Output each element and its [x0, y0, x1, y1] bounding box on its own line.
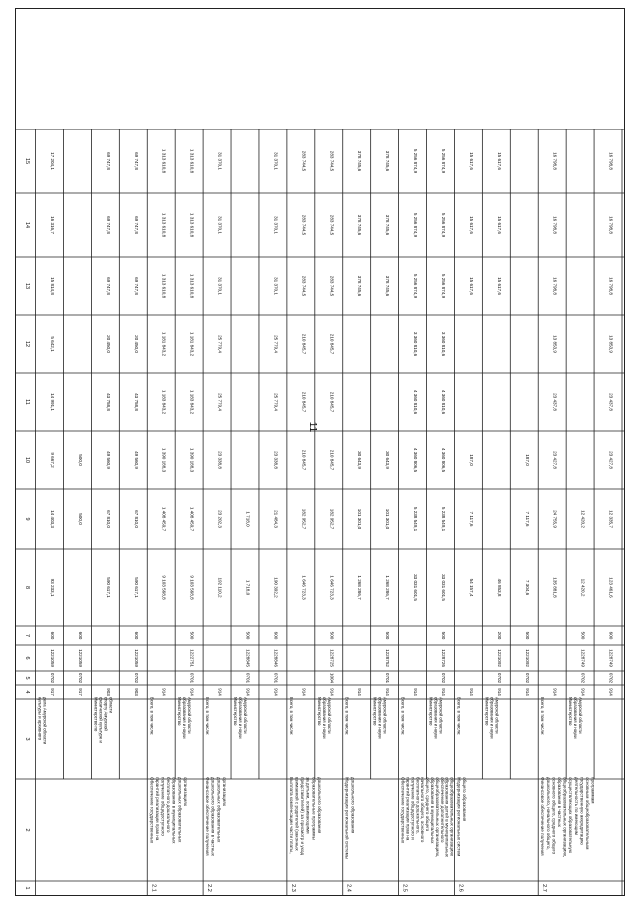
amount-year-7: 15 617,6 [496, 216, 502, 234]
amount-year-5: 20 450,0 [133, 335, 139, 353]
amount-year-7: 16 798,8 [608, 216, 614, 234]
amount-year-8: 16 798,8 [552, 152, 558, 170]
measure-name-line: Обеспечение государственных [149, 777, 155, 844]
grbs-code: 914 [385, 688, 391, 696]
csr-code: 1221059 [77, 649, 83, 667]
amount-year-4: 23 437,8 [608, 393, 614, 411]
amount-year-3: 210 845,7 [329, 449, 335, 471]
measure-name-line: основного общего, среднего общего [551, 777, 557, 855]
budget-table [15, 8, 625, 896]
measure-name-line: программам [590, 777, 596, 804]
measure-name-line: образования в частных [557, 777, 563, 827]
column-number-6: 6 [23, 656, 30, 660]
vr-code: 500 [329, 631, 335, 640]
amount-year-1: 9 103 568,8 [189, 575, 195, 600]
column-number-14: 14 [23, 221, 30, 229]
amount-year-1: 9 103 568,8 [161, 575, 167, 600]
vr-code: 600 [77, 631, 83, 640]
row-number: 2.3 [289, 884, 296, 892]
amount-year-8: 5 256 874,9 [413, 148, 419, 174]
amount-year-5: 1 181 843,2 [161, 331, 167, 357]
amount-year-8: 17 204,1 [50, 152, 56, 170]
column-number-4: 4 [23, 690, 30, 694]
rz-code: 0702 [440, 672, 446, 684]
vr-code: 500 [385, 631, 391, 640]
csr-code: 1228725 [329, 649, 335, 667]
amount-year-3: 30 643,9 [357, 451, 363, 469]
amount-year-7: 283 744,5 [301, 214, 307, 236]
executor-line: образования и науки [238, 697, 244, 739]
grbs-code: 914 [496, 688, 502, 696]
amount-year-3: 1 390 188,3 [161, 447, 167, 473]
grbs-code: 914 [413, 688, 419, 696]
measure-name-line: образования в муниципальных [429, 777, 435, 844]
csr-code: 1228846 [273, 649, 279, 667]
measure-name-line: государственную аккредитацию [579, 777, 585, 845]
amount-year-8: 378 745,6 [357, 150, 363, 172]
measure-name-line: Финансовое обеспечение получения [540, 777, 546, 856]
executor-line: Министерство [484, 697, 490, 726]
amount-year-7: 69 747,8 [133, 216, 139, 234]
amount-year-1: 1 718,0 [245, 579, 251, 596]
row-number: 2.2 [206, 884, 213, 892]
measure-name-line: Модернизация региональной системы [344, 777, 350, 860]
amount-year-7: 31 370,1 [217, 216, 223, 234]
amount-year-1: 93 233,1 [50, 578, 56, 597]
measure-name-line: бесплатного дошкольного [166, 777, 172, 833]
csr-code: 1221092 [496, 649, 502, 667]
executor-line: культуры и архивного [37, 697, 43, 740]
rz-code: 0702 [524, 672, 530, 684]
executor-line: дела Амурской области [42, 697, 48, 745]
grbs-code: 914 [189, 688, 195, 696]
amount-year-7: 16 798,8 [552, 216, 558, 234]
amount-year-2: 500,0 [77, 513, 83, 525]
executor-line: Министерство [372, 697, 378, 726]
amount-year-3: 49 560,9 [133, 451, 139, 469]
amount-year-1: 7 304,6 [524, 579, 530, 596]
amount-year-6: 1 313 610,8 [189, 273, 195, 299]
amount-year-3: 49 560,9 [105, 451, 111, 469]
column-number-5: 5 [23, 676, 30, 680]
rz-code: 0702 [496, 672, 502, 684]
amount-year-4: 1 183 843,2 [189, 389, 195, 415]
measure-name-line: за детьми, осваивающими [305, 777, 311, 834]
amount-year-4: 1 183 843,2 [161, 389, 167, 415]
amount-year-8: 5 256 874,9 [440, 148, 446, 174]
executor-line: Всего, в том числе: [344, 697, 350, 736]
amount-year-4: 4 360 810,6 [413, 389, 419, 415]
rz-code: 0701 [189, 672, 195, 684]
grbs-code: 917 [77, 688, 83, 696]
vr-code: 600 [608, 631, 614, 640]
executor-line: Всего, в том числе: [288, 697, 294, 736]
measure-name-line: дошкольного образования [316, 777, 322, 834]
grbs-code: 914 [357, 688, 363, 696]
executor-line: Амурской области [243, 697, 249, 734]
amount-year-6: 283 744,5 [329, 275, 335, 297]
column-number-7: 7 [23, 633, 30, 638]
grbs-code: 914 [440, 688, 446, 696]
amount-year-5: 5 642,1 [50, 336, 56, 352]
amount-year-4: 210 845,7 [301, 391, 307, 413]
amount-year-3: 4 360 806,5 [440, 447, 446, 473]
amount-year-2: 14 403,3 [50, 510, 56, 528]
vr-code: 500 [524, 631, 530, 640]
amount-year-7: 69 747,8 [105, 216, 111, 234]
amount-year-1: 1 646 723,3 [301, 575, 307, 600]
executor-line: Министерство [428, 697, 434, 726]
amount-year-8: 31 370,1 [273, 152, 279, 170]
executor-line: Амурской области [494, 697, 500, 734]
amount-year-3: 23 338,8 [273, 451, 279, 469]
measure-name-line: дошкольных образовательных [177, 777, 183, 843]
grbs-code: 914 [580, 688, 586, 696]
amount-year-1: 123 461,6 [608, 577, 614, 598]
amount-year-2: 7 117,6 [468, 511, 474, 527]
amount-year-6: 283 744,5 [301, 275, 307, 297]
amount-year-5: 13 853,9 [552, 335, 558, 353]
amount-year-1: 46 853,8 [496, 578, 502, 597]
executor-line: образования и науки [573, 697, 579, 739]
measure-name-line: дошкольного образования в частных [210, 777, 216, 856]
amount-year-3: 187,0 [468, 454, 474, 466]
amount-year-4: 43 758,8 [133, 393, 139, 411]
amount-year-1: 33 031 601,5 [440, 574, 446, 601]
amount-year-5: 25 779,4 [217, 335, 223, 353]
executor-line: Министерство [177, 697, 183, 726]
executor-line: спорту Амурской [103, 697, 109, 731]
amount-year-7: 15 617,6 [468, 216, 474, 234]
vr-code: 500 [245, 631, 251, 640]
row-number: 2.7 [541, 884, 548, 892]
amount-year-8: 16 798,8 [608, 152, 614, 170]
amount-year-4: 25 779,4 [217, 393, 223, 411]
csr-code: 1221059 [50, 649, 56, 667]
amount-year-3: 23 427,8 [552, 451, 558, 469]
amount-year-8: 69 747,8 [133, 152, 139, 170]
vr-code: 500 [580, 631, 586, 640]
csr-code: 1228749 [608, 649, 614, 667]
amount-year-2: 24 755,9 [552, 510, 558, 528]
measure-name-line: представителей) за присмотр и уход [300, 777, 306, 856]
amount-year-1: 12 420,2 [580, 578, 586, 597]
executor-line: образования и науки [433, 697, 439, 739]
column-number-12: 12 [23, 340, 30, 348]
measure-name-line: общеобразовательных организациях, [562, 777, 568, 858]
amount-year-2: 182 952,7 [329, 508, 335, 530]
vr-code: 600 [50, 631, 56, 640]
measure-name-line: дошкольного образования [350, 777, 356, 834]
executor-line: образования и науки [182, 697, 188, 739]
grbs-code: 914 [273, 688, 279, 696]
measure-name-line: образования в муниципальных [171, 777, 177, 844]
amount-year-4: 43 758,8 [105, 393, 111, 411]
amount-year-1: 192 110,2 [217, 577, 223, 598]
amount-year-5: 210 845,7 [329, 333, 335, 355]
amount-year-2: 7 117,6 [524, 511, 530, 527]
amount-year-2: 1 408 459,7 [189, 506, 195, 532]
executor-line: Всего, в том числе: [540, 697, 546, 736]
grbs-code: 903 [133, 688, 139, 696]
vr-code: 600 [273, 631, 279, 640]
column-number-8: 8 [23, 585, 30, 590]
amount-year-2: 5 238 549,1 [440, 506, 446, 532]
amount-year-8: 69 747,8 [105, 152, 111, 170]
executor-line: Всего, в том числе: [456, 697, 462, 736]
amount-year-7: 378 745,6 [357, 214, 363, 236]
amount-year-6: 15 617,6 [468, 277, 474, 295]
measure-name-line: дошкольных образовательных [216, 777, 222, 843]
amount-year-7: 5 256 874,9 [413, 212, 419, 238]
amount-year-8: 1 313 610,8 [161, 148, 167, 174]
grbs-code: 914 [552, 688, 558, 696]
amount-year-1: 33 031 601,5 [413, 574, 419, 601]
measure-name-line: образования детей в муниципальных [444, 777, 450, 857]
measure-name-line: Финансовое обеспечение получения [205, 777, 211, 856]
amount-year-4: 23 437,8 [552, 393, 558, 411]
executor-line: Всего, в том числе: [149, 697, 155, 736]
measure-name-line: дошкольного, начального общего, [545, 777, 551, 850]
executor-line: Амурской области [578, 697, 584, 734]
amount-year-6: 5 256 874,9 [440, 273, 446, 299]
measure-name-line: деятельность по имеющим [573, 777, 579, 835]
amount-year-8: 283 744,5 [329, 150, 335, 172]
amount-year-7: 31 370,1 [273, 216, 279, 234]
vr-code: 600 [133, 631, 139, 640]
measure-name-line: получение общедоступного и [410, 777, 416, 840]
executor-line: Амурской области [438, 697, 444, 734]
grbs-code: 914 [329, 688, 335, 696]
amount-year-5: 3 360 810,6 [440, 331, 446, 357]
rz-code: 0702 [77, 672, 83, 684]
amount-year-2: 1 718,0 [245, 511, 251, 527]
executor-line: физической культуре и [98, 697, 104, 743]
amount-year-2: 101 301,0 [385, 508, 391, 530]
amount-year-1: 135 881,8 [552, 577, 558, 598]
rz-code: 0702 [50, 672, 56, 684]
measure-name-line: основным общеобразовательным [585, 777, 591, 850]
amount-year-4: 210 845,7 [329, 391, 335, 413]
csr-code: 1221059 [133, 649, 139, 667]
grbs-code: 914 [245, 688, 251, 696]
grbs-code: 917 [50, 688, 56, 696]
amount-year-7: 1 313 610,8 [189, 212, 195, 238]
amount-year-2: 12 335,7 [608, 510, 614, 528]
amount-year-2: 101 301,0 [357, 508, 363, 530]
amount-year-4: 14 991,1 [50, 393, 56, 411]
budget-table-grid [16, 9, 624, 895]
amount-year-6: 15 814,8 [50, 277, 56, 295]
grbs-code: 903 [105, 688, 111, 696]
vr-code: 500 [189, 631, 195, 640]
amount-year-6: 5 256 874,9 [413, 273, 419, 299]
amount-year-6: 16 798,8 [552, 277, 558, 295]
csr-code: 1228752 [385, 649, 391, 667]
amount-year-2: 67 810,0 [105, 510, 111, 528]
amount-year-5: 20 450,0 [105, 335, 111, 353]
measure-name-line: организациях [221, 777, 227, 806]
amount-year-8: 15 617,6 [468, 152, 474, 170]
executor-line: Амурской области [326, 697, 332, 734]
csr-code: 1221092 [524, 649, 530, 667]
measure-name-line: общего образования [462, 777, 468, 822]
executor-line: образования и науки [321, 697, 327, 739]
executor-line: Амурской области [187, 697, 193, 734]
page-number: 11 [307, 421, 318, 433]
amount-year-2: 1 408 459,7 [161, 506, 167, 532]
amount-year-3: 23 338,8 [217, 451, 223, 469]
amount-year-2: 67 810,0 [133, 510, 139, 528]
executor-line: Министерство [316, 697, 322, 726]
amount-year-7: 5 256 874,9 [440, 212, 446, 238]
amount-year-3: 9 667,2 [50, 452, 56, 468]
amount-year-1: 54 157,4 [468, 578, 474, 597]
amount-year-8: 283 744,5 [301, 150, 307, 172]
amount-year-8: 1 313 610,8 [189, 148, 195, 174]
executor-line: Амурской области [382, 697, 388, 734]
executor-line: Всего, в том числе: [205, 697, 211, 736]
executor-line: области [108, 697, 114, 714]
amount-year-6: 15 617,6 [496, 277, 502, 295]
measure-name-line: гарантий реализации прав на [154, 777, 160, 841]
amount-year-7: 378 745,6 [385, 214, 391, 236]
measure-name-line: общего, среднего общего [425, 777, 431, 832]
amount-year-3: 500,0 [77, 454, 83, 466]
amount-year-7: 283 744,5 [329, 214, 335, 236]
amount-year-3: 1 390 188,3 [189, 447, 195, 473]
amount-year-1: 1 646 723,3 [329, 575, 335, 600]
measure-name-line: обеспечение дополнительного [439, 777, 445, 843]
amount-year-6: 1 313 610,8 [161, 273, 167, 299]
measure-name-line: Выплата компенсации части платы, [288, 777, 294, 854]
amount-year-5: 1 181 843,2 [189, 331, 195, 357]
measure-name-line: организациях [182, 777, 188, 806]
amount-year-1: 190 392,2 [273, 577, 279, 598]
measure-name-line: взимаемой с родителей (законных [294, 777, 300, 851]
measure-name-line: Модернизация региональных систем [456, 777, 462, 857]
amount-year-3: 210 845,7 [301, 449, 307, 471]
amount-year-5: 13 853,9 [608, 335, 614, 353]
amount-year-8: 31 370,1 [217, 152, 223, 170]
amount-year-2: 21 484,3 [273, 510, 279, 528]
rz-code: 0702 [580, 672, 586, 684]
amount-year-6: 69 747,8 [105, 277, 111, 295]
measure-name-line: получение общедоступного [160, 777, 166, 836]
column-number-15: 15 [23, 157, 30, 165]
amount-year-4: 25 779,4 [273, 393, 279, 411]
amount-year-4: 4 360 810,6 [440, 389, 446, 415]
amount-year-3: 187,0 [524, 454, 530, 466]
csr-code: 1228726 [440, 649, 446, 667]
rz-code: 1004 [329, 672, 335, 684]
amount-year-2: 12 420,2 [580, 510, 586, 528]
measure-name-line: общеобразовательных организациях, [434, 777, 440, 858]
column-number-3: 3 [23, 737, 30, 741]
amount-year-2: 182 952,7 [301, 508, 307, 530]
row-number: 2.1 [150, 884, 157, 892]
amount-year-6: 69 747,8 [133, 277, 139, 295]
measure-name-line: бесплатного дошкольного, [415, 777, 421, 834]
column-number-13: 13 [23, 282, 30, 290]
column-number-10: 10 [23, 456, 30, 464]
amount-year-5: 210 845,7 [301, 333, 307, 355]
vr-code: 500 [440, 631, 446, 640]
column-number-1: 1 [23, 886, 30, 890]
amount-year-3: 4 360 806,5 [413, 447, 419, 473]
executor-line: образования и науки [377, 697, 383, 739]
amount-year-1: 590 617,1 [133, 577, 139, 598]
amount-year-6: 378 745,6 [385, 275, 391, 297]
rz-code: 0701 [385, 672, 391, 684]
amount-year-2: 5 238 549,1 [413, 506, 419, 532]
amount-year-1: 1 268 286,7 [357, 575, 363, 600]
csr-code: 1222751 [189, 649, 195, 667]
column-number-11: 11 [23, 399, 30, 405]
amount-year-8: 15 617,6 [496, 152, 502, 170]
amount-year-6: 378 745,6 [357, 275, 363, 297]
amount-year-8: 378 745,6 [385, 150, 391, 172]
executor-line: образования и науки [489, 697, 495, 739]
amount-year-6: 31 370,1 [273, 277, 279, 295]
measure-name-line: гарантий реализации прав на [405, 777, 411, 841]
rz-code: 0701 [273, 672, 279, 684]
row-number: 2.5 [401, 884, 408, 892]
csr-code: 1228845 [245, 649, 251, 667]
executor-line: Министерство [233, 697, 239, 726]
grbs-code: 914 [468, 688, 474, 696]
amount-year-2: 23 202,3 [217, 510, 223, 528]
measure-name-line: общеобразовательных организациях [449, 777, 455, 857]
grbs-code: 914 [217, 688, 223, 696]
grbs-code: 914 [608, 688, 614, 696]
amount-year-1: 590 617,1 [105, 577, 111, 598]
measure-name-line: осуществляющих образовательную [568, 777, 574, 854]
row-number: 2.6 [457, 884, 464, 892]
grbs-code: 914 [301, 688, 307, 696]
executor-line: Министерство [568, 697, 574, 726]
grbs-code: 914 [161, 688, 167, 696]
vr-code: 200 [496, 631, 502, 640]
amount-year-1: 1 268 286,7 [385, 575, 391, 600]
column-number-9: 9 [23, 517, 30, 521]
amount-year-6: 31 370,1 [217, 277, 223, 295]
amount-year-3: 30 643,9 [385, 451, 391, 469]
blank-margin [16, 9, 624, 129]
executor-line: Всего, в том числе: [400, 697, 406, 736]
rz-code: 0701 [245, 672, 251, 684]
grbs-code: 914 [524, 688, 530, 696]
row-number: 2.4 [345, 884, 352, 892]
measure-name-line: начального общего, основного [420, 777, 426, 843]
amount-year-5: 25 779,4 [273, 335, 279, 353]
measure-name-line: образовательные программы [311, 777, 317, 840]
rz-code: 0702 [133, 672, 139, 684]
amount-year-7: 16 316,7 [50, 216, 56, 234]
amount-year-5: 3 360 810,6 [413, 331, 419, 357]
amount-year-7: 1 313 610,8 [161, 212, 167, 238]
amount-year-6: 16 798,8 [608, 277, 614, 295]
amount-year-3: 23 427,8 [608, 451, 614, 469]
column-number-2: 2 [23, 828, 30, 832]
rz-code: 0702 [608, 672, 614, 684]
measure-name-line: Обеспечение государственных [400, 777, 406, 844]
csr-code: 1228749 [580, 649, 586, 667]
executor-line: Министерство по [93, 697, 99, 732]
